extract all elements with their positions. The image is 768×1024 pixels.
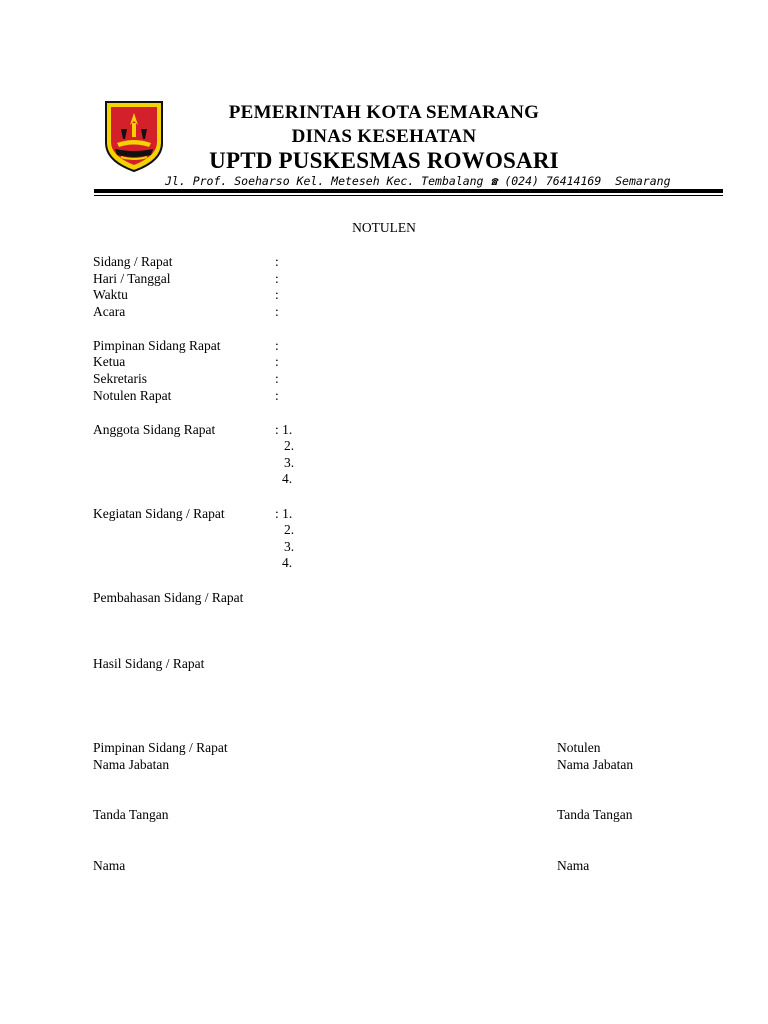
section-hasil: Hasil Sidang / Rapat (93, 656, 205, 671)
label-sekretaris: Sekretaris (93, 371, 147, 386)
header-government-name: PEMERINTAH KOTA SEMARANG (228, 102, 540, 123)
signature-left-jabatan: Nama Jabatan (93, 757, 170, 772)
signature-right-ttd: Tanda Tangan (557, 807, 633, 822)
label-pimpinan: Pimpinan Sidang Rapat (93, 338, 221, 353)
header-institution-name: UPTD PUSKESMAS ROWOSARI (209, 148, 559, 173)
colon: : (275, 388, 279, 403)
colon: : (275, 254, 279, 269)
phone-number: (024) 76414169 (504, 174, 602, 188)
signature-left-role: Pimpinan Sidang / Rapat (93, 740, 228, 755)
letterhead-divider-thin (94, 195, 723, 196)
header-department-name: DINAS KESEHATAN (291, 126, 477, 147)
signature-left-nama: Nama (93, 858, 126, 873)
colon-number-1: : 1. (275, 506, 293, 521)
colon: : (275, 287, 279, 302)
colon: : (275, 271, 279, 286)
colon-number-1: : 1. (275, 422, 293, 437)
number-4: 4. (282, 471, 293, 486)
signature-right-nama: Nama (557, 858, 590, 873)
signature-left-ttd: Tanda Tangan (93, 807, 169, 822)
label-kegiatan: Kegiatan Sidang / Rapat (93, 506, 225, 521)
label-notulen-rapat: Notulen Rapat (93, 388, 172, 403)
colon: : (275, 338, 279, 353)
label-anggota: Anggota Sidang Rapat (93, 422, 216, 437)
section-pembahasan: Pembahasan Sidang / Rapat (93, 590, 244, 605)
colon: : (275, 304, 279, 319)
phone-icon: ☎ (490, 174, 498, 188)
city-name: Semarang (615, 174, 671, 188)
number-2: 2. (284, 522, 295, 537)
number-4: 4. (282, 555, 293, 570)
label-sidang-rapat: Sidang / Rapat (93, 254, 173, 269)
signature-right-jabatan: Nama Jabatan (557, 757, 634, 772)
label-hari-tanggal: Hari / Tanggal (93, 271, 171, 286)
number-2: 2. (284, 438, 295, 453)
number-3: 3. (284, 539, 295, 554)
document-title: NOTULEN (352, 220, 416, 235)
letterhead-divider-thick (94, 189, 723, 193)
colon: : (275, 371, 279, 386)
label-waktu: Waktu (93, 287, 128, 302)
number-3: 3. (284, 455, 295, 470)
header-address (165, 174, 671, 188)
signature-right-role: Notulen (557, 740, 601, 755)
colon: : (275, 354, 279, 369)
address-text: Jl. Prof. Soeharso Kel. Meteseh Kec. Tembalang (165, 174, 484, 188)
label-acara: Acara (93, 304, 126, 319)
label-ketua: Ketua (93, 354, 126, 369)
